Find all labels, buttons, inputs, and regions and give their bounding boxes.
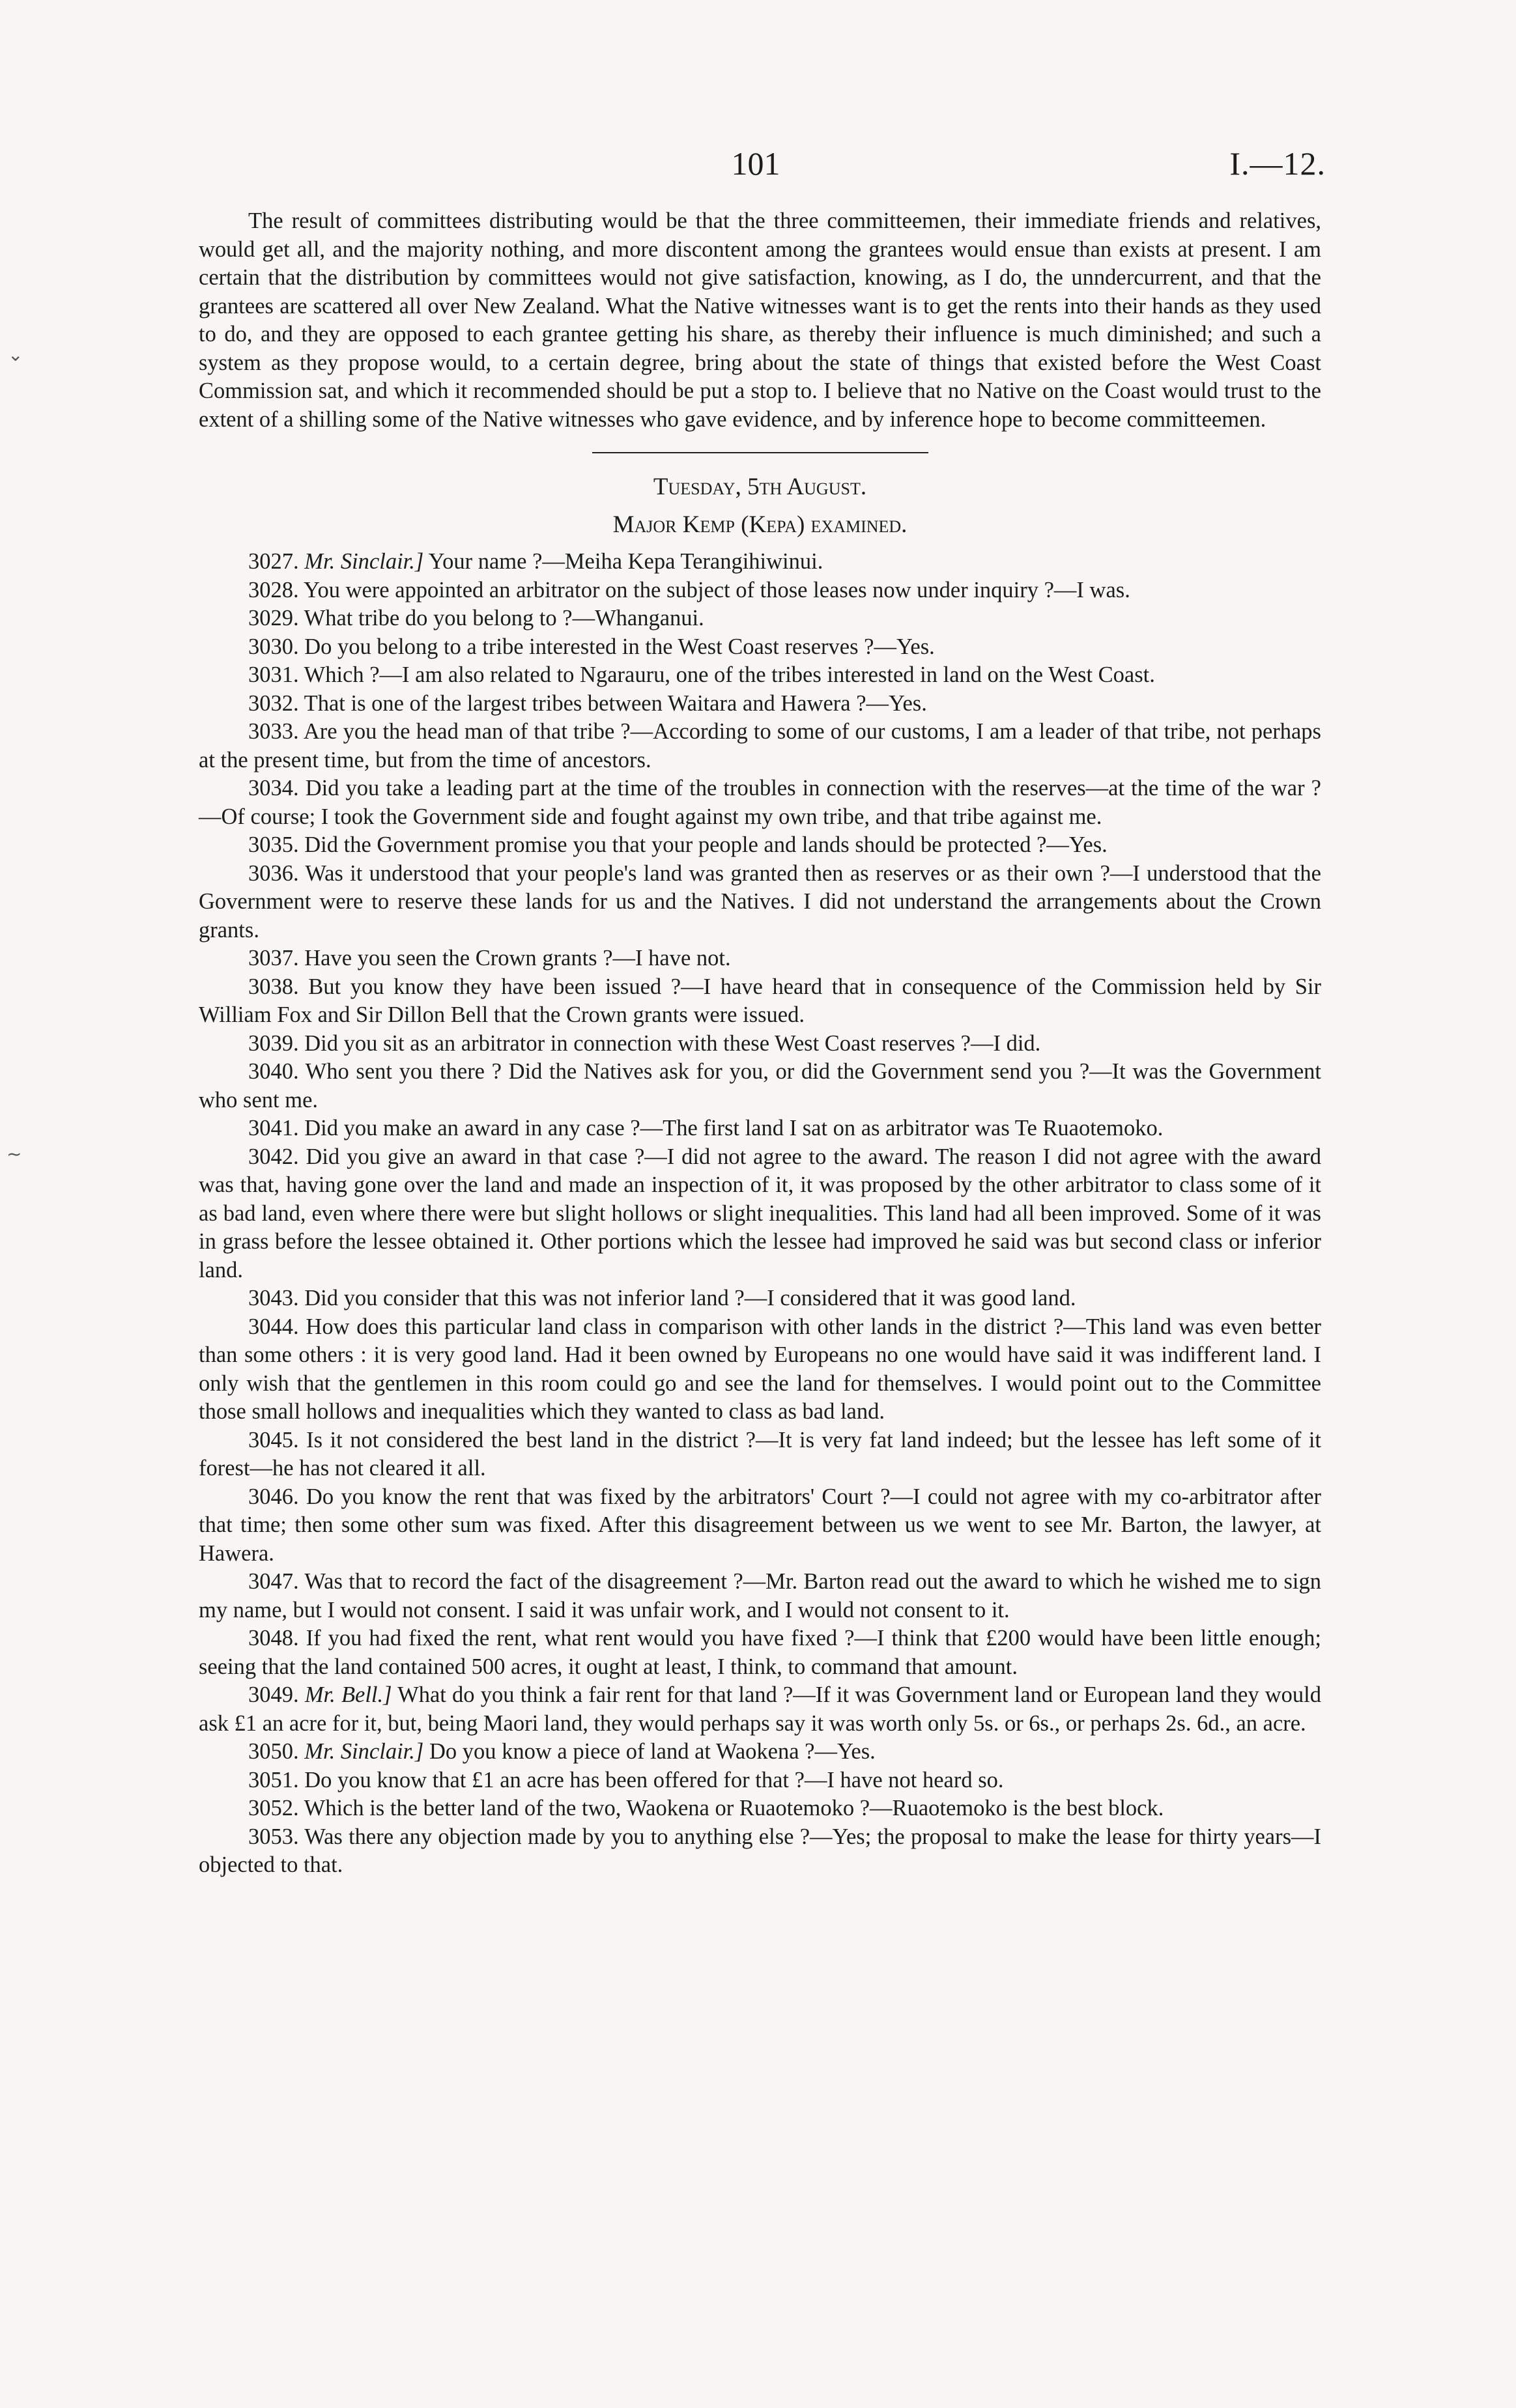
entry-text: Was that to record the fact of the disagreement ?—Mr. Barton read out the award to which he wished me to sign my name, but I would not consent. I said it was unfair work, and I would not consent to it. <box>199 1569 1321 1622</box>
entry-number: 3051. <box>248 1767 299 1792</box>
entry-number: 3039. <box>248 1030 299 1056</box>
date-heading: Tuesday, 5th August. <box>653 474 867 500</box>
testimony-list <box>199 548 1321 1880</box>
entry-text: Did the Government promise you that your people and lands should be protected ?—Yes. <box>304 832 1108 857</box>
entry-number: 3035. <box>248 832 299 857</box>
entry-text: Did you consider that this was not inferior land ?—I considered that it was good land. <box>304 1286 1076 1310</box>
testimony-entry <box>199 1030 1321 1058</box>
intro-paragraph: The result of committees distributing would be that the three committeemen, their immediate friends and relatives, would get all, and the majority nothing, and more discontent among the grantees would ensue than exists at present. I am certain that the distribution by committees would not give satisfaction, knowing, as I do, the unndercurrent, and that the grantees are scattered all over New Zealand. What the Native witnesses want is to get the rents into their hands as they used to do, and they are opposed to each grantee getting his share, as thereby their influence is much diminished; and such a system as they propose would, to a certain degree, bring about the state of things that existed before the West Coast Commission sat, and which it recommended should be put a stop to. I believe that no Native on the Coast would trust to the extent of a shilling some of the Native witnesses who gave evidence, and by inference hope to become committeemen. <box>199 208 1321 432</box>
entry-text: Do you know the rent that was fixed by the arbitrators' Court ?—I could not agree with my co-arbitrator after that time; then some other sum was fixed. After this disagreement between us we went to see Mr. Barton, the lawyer, at Hawera. <box>199 1484 1321 1566</box>
entry-text: But you know they have been issued ?—I have heard that in consequence of the Commission held by Sir William Fox and Sir Dillon Bell that the Crown grants were issued. <box>199 974 1321 1027</box>
document-reference: I.—12. <box>1229 145 1326 182</box>
entry-text: Do you belong to a tribe interested in the West Coast reserves ?—Yes. <box>304 634 935 659</box>
testimony-entry <box>199 1143 1321 1285</box>
entry-number: 3047. <box>248 1569 299 1594</box>
entry-number: 3028. <box>248 577 299 602</box>
testimony-entry <box>199 1794 1321 1823</box>
entry-text: Is it not considered the best land in the district ?—It is very fat land indeed; but the lessee has left some of it forest—he has not cleared it all. <box>199 1427 1321 1480</box>
page-number: 101 <box>731 145 780 182</box>
testimony-entry <box>199 944 1321 973</box>
testimony-entry <box>199 661 1321 690</box>
speaker-name: Mr. Sinclair.] <box>304 549 424 574</box>
entry-text: Did you make an award in any case ?—The first land I sat on as arbitrator was Te Ruaotemoko. <box>304 1116 1164 1140</box>
entry-number: 3052. <box>248 1796 299 1820</box>
testimony-entry <box>199 1058 1321 1114</box>
testimony-entry <box>199 1624 1321 1681</box>
testimony-entry <box>199 774 1321 831</box>
entry-number: 3041. <box>248 1116 299 1140</box>
entry-number: 3037. <box>248 946 299 970</box>
entry-number: 3043. <box>248 1286 299 1310</box>
entry-number: 3034. <box>248 776 299 800</box>
testimony-entry <box>199 1766 1321 1795</box>
entry-text: Was it understood that your people's land was granted then as reserves or as their own ?—I understood that the Government were to reserve these lands for us and the Natives. I did not understand the arrangements about the Crown grants. <box>199 860 1321 942</box>
entry-text: How does this particular land class in comparison with other lands in the district ?—This land was even better than some others : it is very good land. Had it been owned by Europeans no one would have said it was indifferent land. I only wish that the gentlemen in this room could go and see the land for themselves. I would point out to the Committee those small hollows and inequalities which they wanted to class as bad land. <box>199 1314 1321 1424</box>
entry-text: Who sent you there ? Did the Natives ask for you, or did the Government send you ?—It was the Government who sent me. <box>199 1059 1321 1112</box>
entry-text: That is one of the largest tribes between Waitara and Hawera ?—Yes. <box>304 690 927 716</box>
margin-mark: ~ <box>7 1143 22 1165</box>
entry-number: 3030. <box>248 634 299 659</box>
entry-number: 3027. <box>248 549 299 574</box>
speaker-name: Mr. Sinclair.] <box>304 1739 424 1764</box>
entry-number: 3029. <box>248 606 299 630</box>
entry-text: Which is the better land of the two, Waokena or Ruaotemoko ?—Ruaotemoko is the best block. <box>304 1796 1164 1820</box>
entry-number: 3053. <box>248 1824 299 1849</box>
entry-number: 3031. <box>248 662 299 687</box>
testimony-entry <box>199 1426 1321 1483</box>
entry-number: 3040. <box>248 1059 299 1084</box>
testimony-entry <box>199 1823 1321 1880</box>
testimony-entry <box>199 604 1321 633</box>
entry-text: Did you take a leading part at the time of the troubles in connection with the reserves—at the time of the war ?—Of course; I took the Government side and fought against my own tribe, and that tribe against me. <box>199 776 1321 829</box>
testimony-entry <box>199 548 1321 576</box>
entry-text: Was there any objection made by you to anything else ?—Yes; the proposal to make the lease for thirty years—I objected to that. <box>199 1824 1321 1877</box>
entry-number: 3044. <box>248 1314 299 1339</box>
testimony-entry <box>199 1284 1321 1313</box>
testimony-entry <box>199 1568 1321 1624</box>
testimony-entry <box>199 718 1321 774</box>
entry-number: 3032. <box>248 690 299 716</box>
testimony-entry <box>199 633 1321 662</box>
entry-text: What tribe do you belong to ?—Whanganui. <box>304 606 704 630</box>
entry-text: Your name ?—Meiha Kepa Terangihiwinui. <box>423 549 823 574</box>
entry-number: 3036. <box>248 860 299 886</box>
margin-mark: ⌄ <box>8 344 23 365</box>
entry-text: If you had fixed the rent, what rent would you have fixed ?—I think that £200 would have been little enough; seeing that the land contained 500 acres, it ought at least, I think, to command that amount. <box>199 1626 1321 1679</box>
testimony-entry <box>199 973 1321 1030</box>
testimony-entry <box>199 860 1321 945</box>
entry-number: 3042. <box>248 1144 299 1169</box>
entry-text: You were appointed an arbitrator on the subject of those leases now under inquiry ?—I was. <box>303 577 1130 602</box>
entry-text: Are you the head man of that tribe ?—According to some of our customs, I am a leader of that tribe, not perhaps at the present time, but from the time of ancestors. <box>199 719 1321 772</box>
testimony-entry <box>199 690 1321 718</box>
testimony-entry <box>199 1483 1321 1568</box>
testimony-entry <box>199 576 1321 605</box>
testimony-entry <box>199 1738 1321 1766</box>
speaker-name: Mr. Bell.] <box>304 1682 392 1707</box>
section-divider <box>592 452 928 453</box>
entry-number: 3033. <box>248 719 299 744</box>
witness-heading: Major Kemp (Kepa) examined. <box>612 511 908 538</box>
document-body <box>199 207 1321 1880</box>
entry-text: Did you give an award in that case ?—I did not agree to the award. The reason I did not agree with the award was that, having gone over the land and made an inspection of it, it was proposed by the other arbitrator to class some of it as bad land, even where there were but slight hollows or slight inequalities. This land had all been improved. Some of it was in grass before the lessee obtained it. Other portions which the lessee had improved he said was but second class or inferior land. <box>199 1144 1321 1282</box>
testimony-entry <box>199 1114 1321 1143</box>
entry-text: Did you sit as an arbitrator in connection with these West Coast reserves ?—I did. <box>304 1030 1041 1056</box>
testimony-entry <box>199 1313 1321 1426</box>
testimony-entry <box>199 831 1321 860</box>
entry-number: 3038. <box>248 974 299 999</box>
entry-text: Have you seen the Crown grants ?—I have not. <box>304 946 731 970</box>
entry-number: 3046. <box>248 1484 299 1509</box>
entry-text: Do you know that £1 an acre has been offered for that ?—I have not heard so. <box>304 1767 1004 1792</box>
entry-text: Which ?—I am also related to Ngarauru, one of the tribes interested in land on the West Coast. <box>304 662 1155 687</box>
entry-text: What do you think a fair rent for that land ?—If it was Government land or European land they would ask £1 an acre for it, but, being Maori land, they would perhaps say it was worth only 5s. or 6s., or perhaps 2s. 6d., an acre. <box>199 1682 1322 1736</box>
entry-text: Do you know a piece of land at Waokena ?—Yes. <box>423 1739 876 1764</box>
entry-number: 3045. <box>248 1427 299 1452</box>
entry-number: 3049. <box>248 1682 299 1707</box>
entry-number: 3050. <box>248 1739 299 1764</box>
testimony-entry <box>199 1681 1321 1738</box>
entry-number: 3048. <box>248 1626 299 1650</box>
